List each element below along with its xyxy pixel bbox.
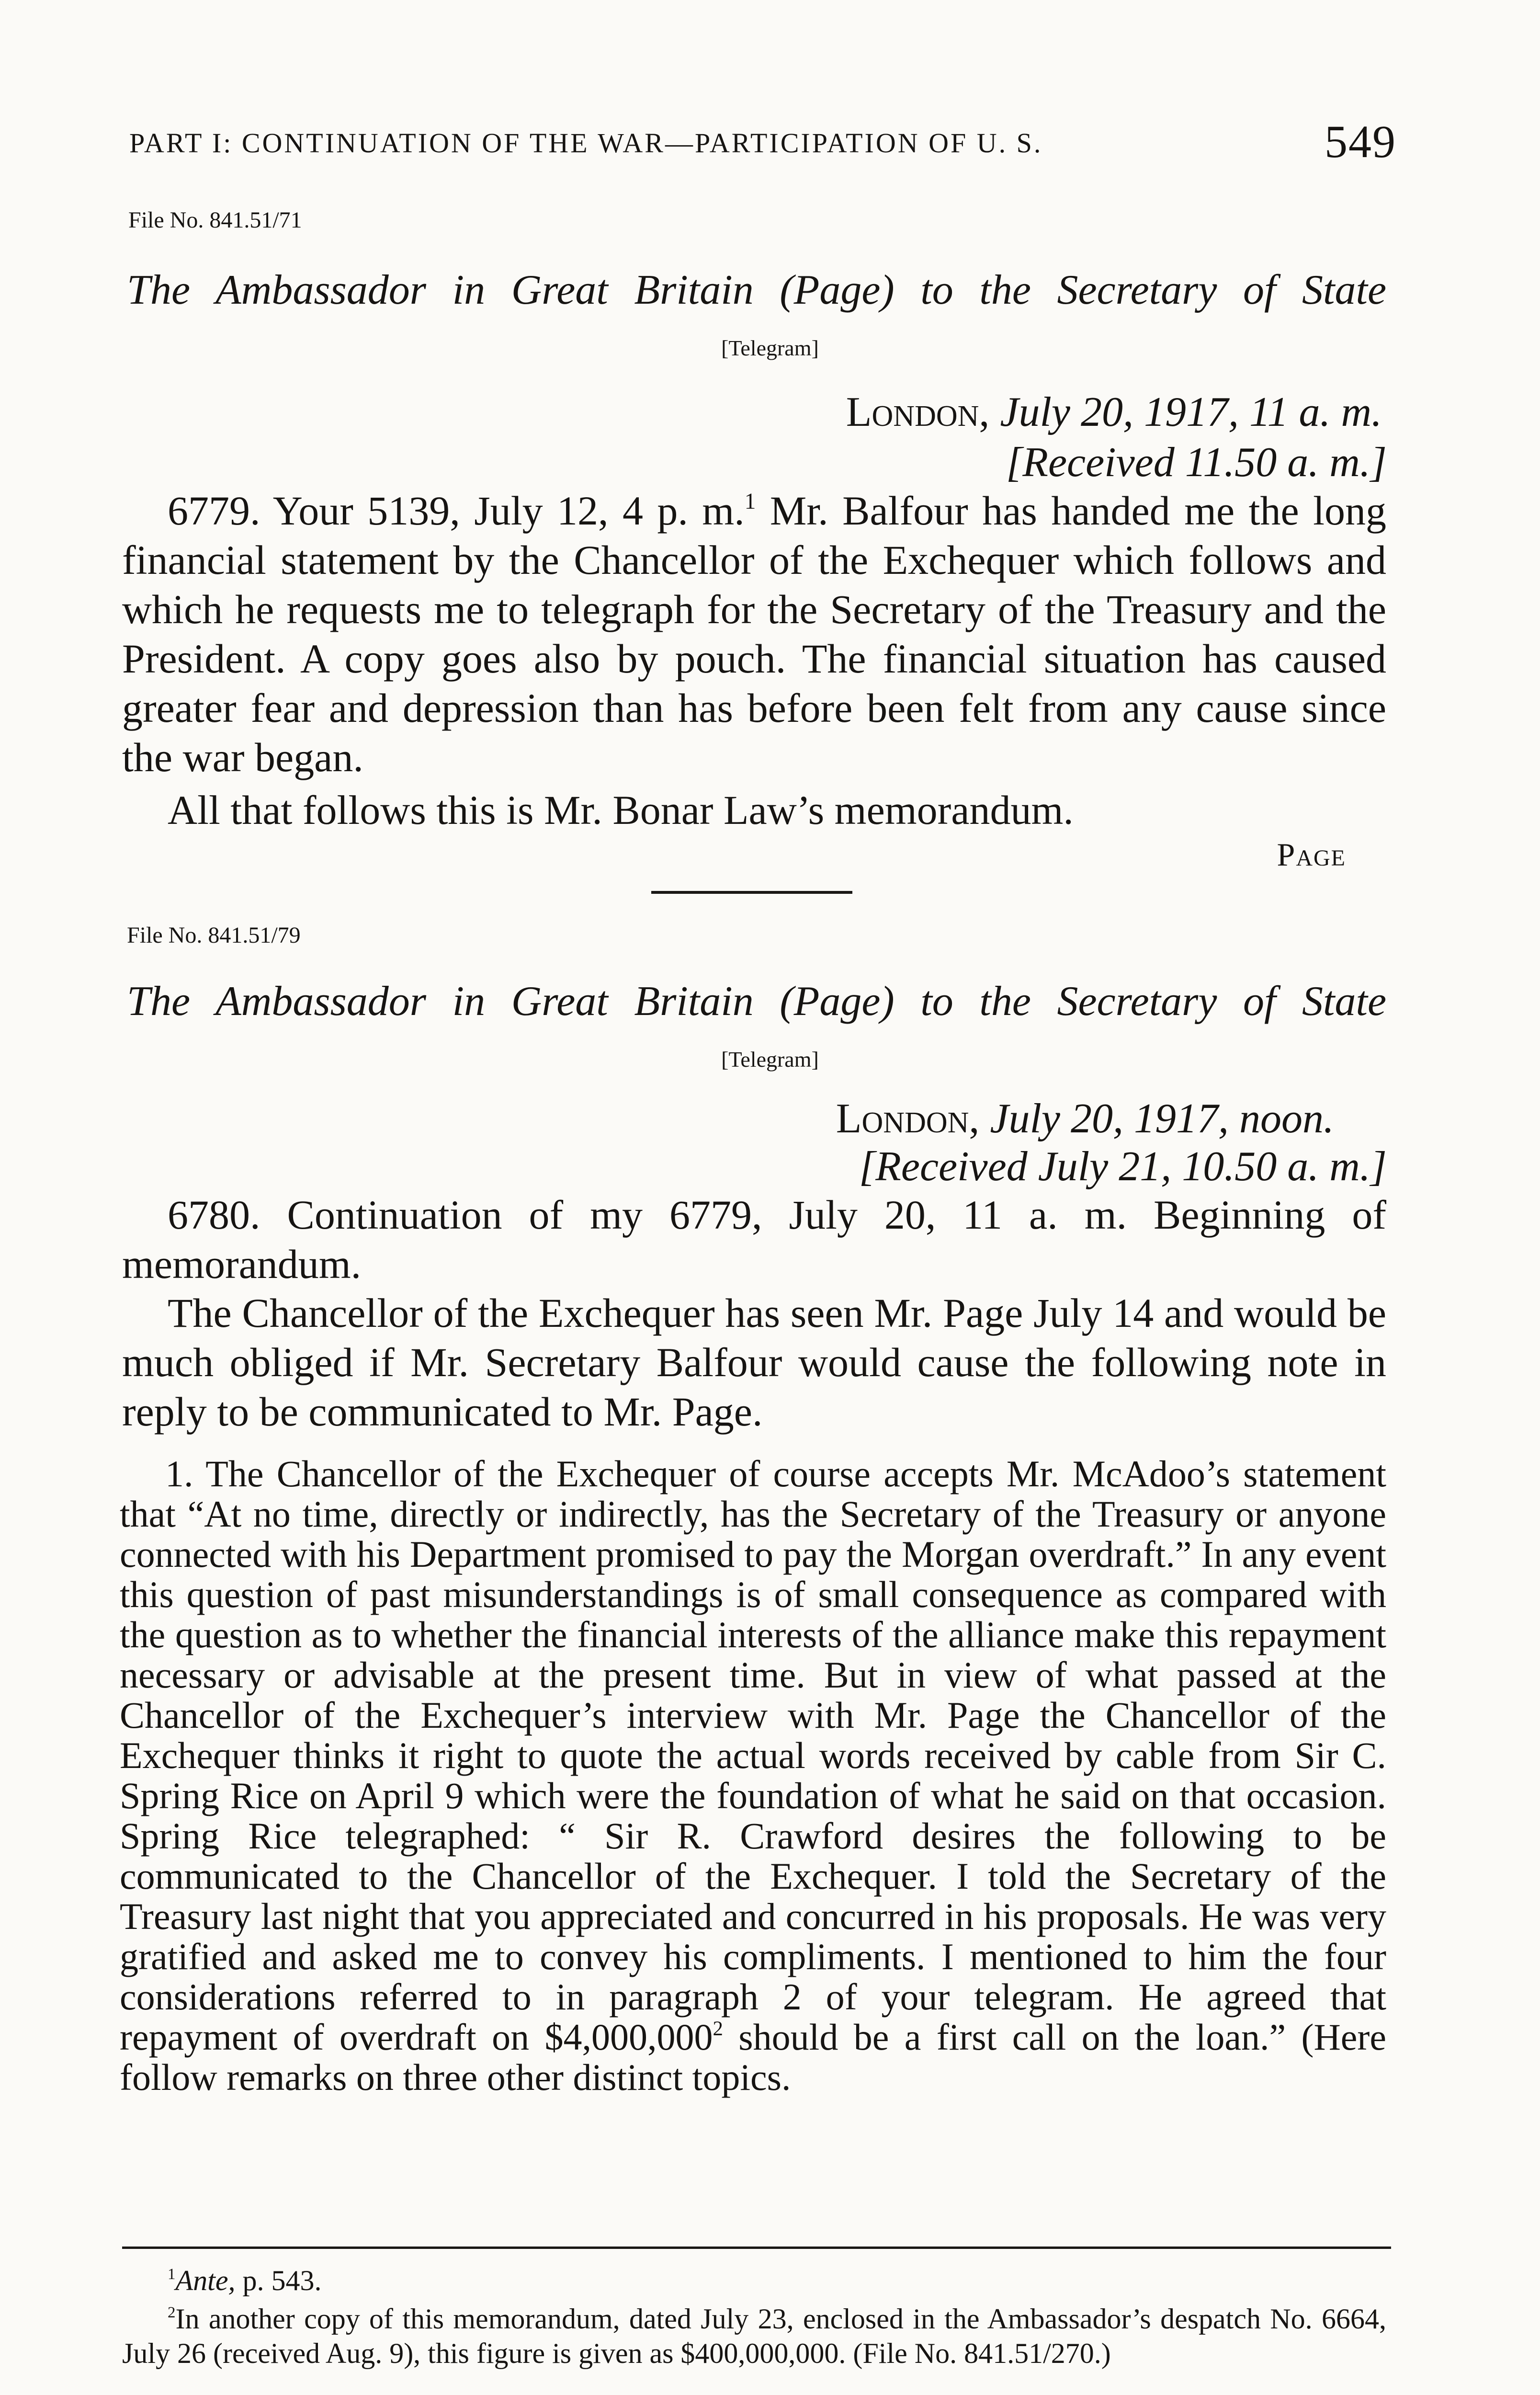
dateline-date: July 20, 1917, 11 a. m. — [989, 389, 1382, 435]
document-heading: The Ambassador in Great Britain (Page) to the Secretary of State — [127, 978, 1386, 1025]
footnote-ref: 2 — [713, 2017, 723, 2040]
file-number: File No. 841.51/79 — [127, 923, 301, 948]
section-separator — [651, 891, 852, 894]
dateline — [836, 1095, 1334, 1143]
footnote-number: 2 — [168, 2304, 176, 2321]
paragraph-text: 1. The Chancellor of the Exchequer of course accepts Mr. McAdoo’s statement that “At no time, directly or indirectly, has the Secretary of the Treasury or anyone connected with his Department promised to pay the Morgan overdraft.” In any event this question of past misunderstandings is of small consequence as compared with the question as to whether the financial interests of the alliance make this repayment necessary or advisable at the present time. But in view of what passed at the Chancellor of the Exchequer’s interview with Mr. Page the Chancellor of the Exchequer thinks it right to quote the actual words received by cable from Sir C. Spring Rice on April 9 which were the foundation of what he said on that occasion. Spring Rice telegraphed: “ Sir R. Crawford desires the following to be communicated to the Chancellor of the Exchequer. I told the Secretary of the Treasury last night that you appreciated and concurred in his proposals. He was very gratified and asked me to convey his compliments. I mentioned to him the four considerations referred to in paragraph 2 of your telegram. He agreed that repayment of overdraft on $4,000,000 — [120, 1453, 1386, 2058]
footnote-text: In another copy of this memorandum, dated July 23, enclosed in the Ambassador’s despatch No. 6664, July 26 (received Aug. 9), this figure is given as $400,000,000. (File No. 841.51/270.) — [122, 2303, 1386, 2369]
dateline — [846, 388, 1382, 436]
document-heading: The Ambassador in Great Britain (Page) to the Secretary of State — [127, 267, 1386, 313]
footnote — [122, 2263, 1386, 2298]
footnote-ante: Ante, — [175, 2265, 236, 2296]
paragraph: All that follows this is Mr. Bonar Law’s memorandum. — [168, 787, 1074, 833]
footnote-text: p. 543. — [235, 2265, 322, 2296]
file-number: File No. 841.51/71 — [128, 207, 302, 233]
footnote-ref: 1 — [744, 489, 756, 514]
telegram-label: [Telegram] — [721, 336, 819, 360]
running-head: PART I: CONTINUATION OF THE WAR—PARTICIPATION OF U. S. — [129, 127, 1043, 159]
paragraph: 6780. Continuation of my 6779, July 20, 11 a. m. Beginning of memorandum. — [122, 1192, 1386, 1287]
received-line: [Received 11.50 a. m.] — [1006, 439, 1387, 486]
paragraph — [120, 1454, 1386, 2098]
footnote-rule — [122, 2247, 1391, 2249]
footnote-number: 1 — [168, 2265, 176, 2283]
paragraph-text: should be a first call on the loan.” (Here follow remarks on three other distinct topics. — [120, 2016, 1386, 2098]
received-line: [Received July 21, 10.50 a. m.] — [859, 1143, 1387, 1190]
dateline-date: July 20, 1917, noon. — [979, 1095, 1334, 1142]
paragraph-text: Mr. Balfour has handed me the long financial statement by the Chancellor of the Exchequer which follows and which he requests me to telegraph for the Secretary of the Treasury and the President. A copy goes also by pouch. The financial situation has caused greater fear and depression than has before been felt from any cause since the war began. — [122, 488, 1386, 780]
telegram-label: [Telegram] — [721, 1047, 819, 1072]
paragraph-text: 6779. Your 5139, July 12, 4 p. m. — [168, 488, 745, 534]
signature: Page — [1277, 836, 1346, 873]
page-number: 549 — [1325, 116, 1396, 167]
footnote — [122, 2302, 1386, 2371]
dateline-place: London, — [846, 389, 990, 435]
paragraph — [122, 486, 1386, 782]
paragraph: The Chancellor of the Exchequer has seen Mr. Page July 14 and would be much obliged if Mr. Secretary Balfour would cause the following note in reply to be communicated to Mr. Page. — [122, 1290, 1386, 1435]
dateline-place: London, — [836, 1095, 980, 1142]
